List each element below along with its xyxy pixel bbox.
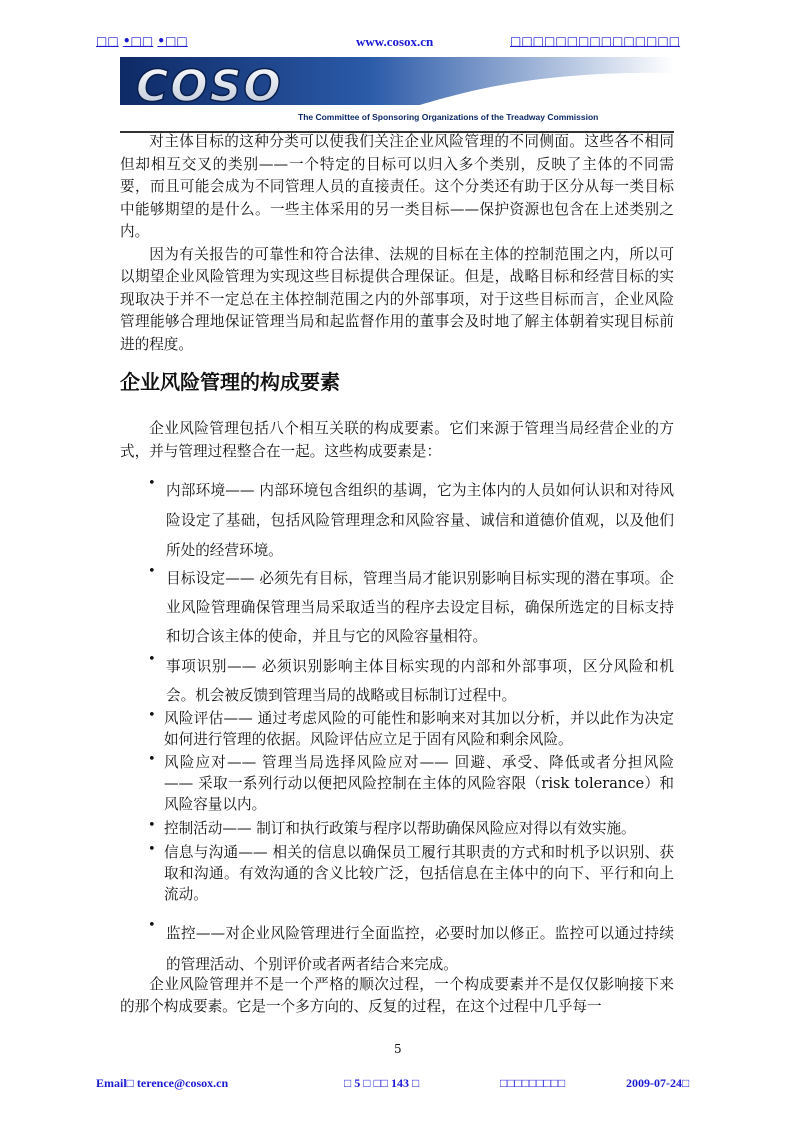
coso-logo: COSO bbox=[136, 61, 283, 112]
list-item-text: 控制活动—— 制订和执行政策与程序以帮助确保风险应对得以有效实施。 bbox=[164, 820, 636, 837]
main-content bbox=[120, 131, 674, 356]
list-item-text: 目标设定—— 必须先有目标，管理当局才能识别影响目标实现的潜在事项。企业风险管理确保管理当局采取适当的程序去设定目标，确保所选定的目标支持和切合该主体的使命，并且与它的风险容量相符。 bbox=[166, 570, 674, 645]
footer-middle: □□□□□□□□□ bbox=[500, 1076, 566, 1090]
header-link-3[interactable]: •□□ bbox=[157, 34, 188, 48]
footer-date: 2009-07-24□ bbox=[626, 1076, 690, 1090]
header-link-1[interactable]: □□ bbox=[96, 34, 119, 48]
bullet-icon: • bbox=[148, 842, 156, 857]
bullet-icon: • bbox=[148, 476, 156, 491]
intro-paragraph: 企业风险管理包括八个相互关联的构成要素。它们来源于管理当局经营企业的方式，并与管理过程整合在一起。这些构成要素是： bbox=[120, 420, 674, 460]
list-item-text: 风险应对—— 管理当局选择风险应对—— 回避、承受、降低或者分担风险 —— 采取一系列行动以便把风险控制在主体的风险容限（risk tolerance）和风险容量以内。 bbox=[164, 754, 674, 813]
list-item-text: 事项识别—— 必须识别影响主体目标实现的内部和外部事项，区分风险和机会。机会被反馈到管理当局的战略或目标制订过程中。 bbox=[166, 658, 674, 704]
list-item-text: 监控——对企业风险管理进行全面监控，必要时加以修正。监控可以通过持续的管理活动、个别评价或者两者结合来完成。 bbox=[166, 925, 674, 973]
coso-banner bbox=[120, 57, 674, 129]
paragraph-1: 对主体目标的这种分类可以使我们关注企业风险管理的不同侧面。这些各不相同但却相互交叉的类别——一个特定的目标可以归入多个类别，反映了主体的不同需要，而且可能会成为不同管理人员的直接责任。这个分类还有助于区分从每一类目标中能够期望的是什么。一些主体采用的另一类目标——保护资源也包含在上述类别之内。 bbox=[120, 133, 674, 240]
bullet-icon: • bbox=[148, 918, 156, 933]
list-item-text: 信息与沟通—— 相关的信息以确保员工履行其职责的方式和时机予以识别、获取和沟通。有效沟通的含义比较广泛，包括信息在主体中的向下、平行和向上流动。 bbox=[164, 844, 674, 903]
header-right-link[interactable]: □□□□□□□□□□□□□□□ bbox=[510, 34, 681, 48]
bullet-icon: • bbox=[148, 652, 156, 667]
bullet-icon: • bbox=[148, 708, 156, 723]
header-link-2[interactable]: •□□ bbox=[122, 34, 154, 48]
header-url[interactable]: www.cosox.cn bbox=[356, 34, 434, 49]
list-item-text: 风险评估—— 通过考虑风险的可能性和影响来对其加以分析，并以此作为决定如何进行管理的依据。风险评估应立足于固有风险和剩余风险。 bbox=[164, 710, 674, 748]
section-title: 企业风险管理的构成要素 bbox=[120, 370, 340, 394]
bullet-icon: • bbox=[148, 752, 156, 767]
page-number: 5 bbox=[394, 1042, 402, 1056]
closing-paragraph: 企业风险管理并不是一个严格的顺次过程，一个构成要素并不是仅仅影响接下来的那个构成要素。它是一个多方向的、反复的过程，在这个过程中几乎每一 bbox=[120, 976, 674, 1015]
footer-email[interactable]: Email□ terence@cosox.cn bbox=[96, 1076, 229, 1090]
bullet-icon: • bbox=[148, 818, 156, 833]
list-item-text: 内部环境—— 内部环境包含组织的基调，它为主体内的人员如何认识和对待风险设定了基础，包括风险管理理念和风险容量、诚信和道德价值观，以及他们所处的经营环境。 bbox=[166, 482, 674, 559]
bullet-icon: • bbox=[148, 564, 156, 579]
footer-page-info: □ 5 □ □□ 143 □ bbox=[344, 1076, 420, 1090]
header-nav bbox=[96, 34, 188, 48]
paragraph-2: 因为有关报告的可靠性和符合法律、法规的目标在主体的控制范围之内，所以可以期望企业风险管理为实现这些目标提供合理保证。但是，战略目标和经营目标的实现取决于并不一定总在主体控制范围之内的外部事项，对于这些目标而言，企业风险管理能够合理地保证管理当局和起监督作用的董事会及时地了解主体朝着实现目标前进的程度。 bbox=[120, 245, 674, 353]
banner-subtitle: The Committee of Sponsoring Organizations of the Treadway Commission bbox=[298, 112, 599, 122]
